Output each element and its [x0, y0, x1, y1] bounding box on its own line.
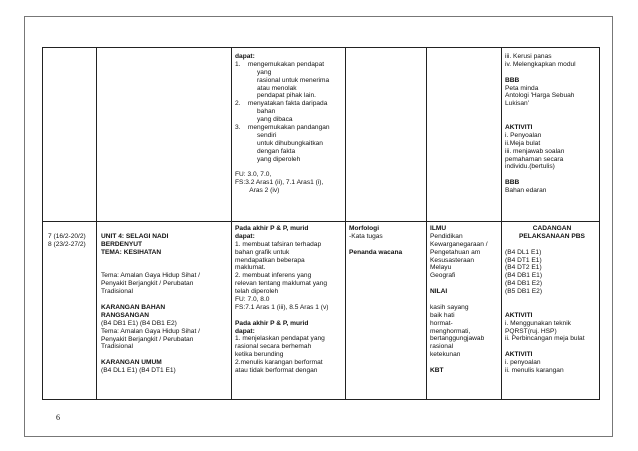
cell-line: (B5 DB1 E2)	[505, 288, 543, 296]
cell-line: Pendidikan	[430, 232, 463, 240]
row2-knowledge-values	[430, 225, 499, 375]
cell-line: ii.Meja bulat	[505, 139, 541, 147]
cell-line: atau tidak berformat dengan	[235, 367, 318, 375]
column-divider	[426, 48, 427, 399]
cell-line: AKTIVITI	[505, 124, 533, 132]
cell-line: ii. menulis karangan	[505, 367, 564, 375]
cell-line: Kewarganegaraan /	[430, 240, 488, 248]
cell-line: sendiri	[235, 131, 277, 139]
cell-line: ketika berunding	[235, 351, 284, 359]
cell-line: AKTIVITI	[505, 351, 533, 359]
column-divider	[345, 48, 346, 399]
cell-line: rasional	[430, 343, 454, 351]
cell-line: i. Penyoalan	[505, 131, 542, 139]
row-divider	[43, 221, 599, 222]
cell-line: KBT	[430, 367, 444, 375]
cell-line: (B4 DB1 E1)	[505, 272, 543, 280]
cell-line: 2. membuat inferens yang	[235, 272, 312, 280]
cell-line: PELAKSANAAN PBS	[519, 232, 585, 240]
cell-line	[349, 241, 424, 249]
cell-line: dapat:	[235, 327, 255, 335]
cell-line: 8 (23/2-27/2)	[48, 240, 86, 248]
cell-line: pendapat pihak lain.	[235, 92, 317, 100]
row2-unit-theme	[101, 233, 229, 375]
row2-pbs-activities	[505, 225, 599, 375]
cell-line: BERDENYUT	[101, 240, 143, 248]
cell-line: 1. membuat tafsiran terhadap	[235, 240, 322, 248]
cell-line: 3. mengemukakan pandangan	[235, 124, 330, 132]
cell-line	[101, 351, 229, 359]
cell-line: relevan tentang maklumat yang	[235, 280, 328, 288]
cell-line: 7 (16/2-20/2)	[48, 233, 86, 240]
cell-line: -Kata tugas	[349, 232, 383, 240]
cell-line: Morfologi	[349, 225, 380, 232]
cell-line: Melayu	[430, 264, 452, 272]
cell-line: mendapatkan beberapa	[235, 256, 305, 264]
cell-line	[505, 116, 599, 124]
cell-line: ii. Perbincangan meja bulat	[505, 335, 585, 343]
cell-line: iii. menjawab soalan	[505, 147, 565, 155]
cell-line: dapat:	[235, 232, 255, 240]
cell-line: ketekunan	[430, 351, 461, 359]
cell-line: Penyakit Berjangkit / Perubatan	[101, 280, 194, 288]
cell-line: yang dibaca	[235, 116, 293, 124]
row2-grammar	[349, 225, 424, 257]
cell-line: UNIT 4: SELAGI NADI	[101, 233, 169, 240]
cell-line: yang	[235, 68, 272, 76]
cell-line: Penanda wacana	[349, 248, 403, 256]
cell-line: Peta minda	[505, 84, 539, 92]
page-number: 6	[56, 413, 60, 422]
cell-line: baik hati	[430, 311, 455, 319]
column-divider	[231, 48, 232, 399]
cell-line: iii. Kerusi panas	[505, 53, 552, 60]
cell-line: iv. Melengkapkan modul	[505, 60, 576, 68]
cell-line: FU: 3.0, 7.0,	[235, 171, 272, 179]
cell-line	[430, 296, 499, 304]
row2-week	[48, 233, 94, 249]
cell-line: 1. mengemukakan pendapat	[235, 60, 325, 68]
cell-line: TEMA: KESIHATAN	[101, 248, 162, 256]
cell-line: dengan fakta	[235, 147, 296, 155]
cell-line: ILMU	[430, 225, 447, 232]
cell-line: 1. menjelaskan pendapat yang	[235, 335, 325, 343]
column-divider	[96, 48, 97, 399]
cell-line: PQRST(ruj. HSP)	[505, 327, 557, 335]
cell-line	[505, 296, 599, 304]
cell-line: FS:3.2 Aras1 (ii), 7.1 Aras1 (i),	[235, 179, 324, 187]
cell-line: NILAI	[430, 288, 448, 296]
cell-line: individu.(bertulis)	[505, 163, 555, 171]
cell-line: bahan	[235, 108, 276, 116]
cell-line: BBB	[505, 76, 520, 84]
cell-line: Tradisional	[101, 343, 134, 351]
cell-line: 2.menulis karangan berformat	[235, 359, 323, 367]
cell-line: Lukisan'	[505, 100, 529, 108]
row1-learning-objectives	[235, 53, 343, 195]
cell-line: Pengetahuan am	[430, 248, 481, 256]
cell-line: AKTIVITI	[505, 311, 533, 319]
cell-line	[235, 163, 343, 171]
cell-line: FU: 7.0, 8.0	[235, 296, 270, 304]
cell-line: bahan grafik untuk	[235, 248, 290, 256]
cell-line: maklumat.	[235, 264, 266, 272]
column-divider	[501, 48, 502, 399]
cell-line: Pada akhir P & P, murid	[235, 225, 309, 232]
cell-line: BBB	[505, 179, 520, 187]
cell-line	[505, 304, 599, 312]
cell-line	[430, 359, 499, 367]
cell-line	[505, 343, 599, 351]
cell-line: rasional secara berhemah	[235, 343, 312, 351]
cell-line	[101, 296, 229, 304]
cell-line	[430, 280, 499, 288]
cell-line: atau menolak	[235, 84, 297, 92]
cell-line: Penyakit Berjangkit / Perubatan	[101, 335, 194, 343]
cell-line: pemahaman secara	[505, 155, 564, 163]
cell-line: kasih sayang	[430, 303, 469, 311]
cell-line: (B4 DT1 E1)	[505, 256, 542, 264]
cell-line: Bahan edaran	[505, 187, 547, 195]
cell-line: hormat-	[430, 319, 453, 327]
cell-line: i. penyoalan	[505, 359, 541, 367]
cell-line: yang diperoleh	[235, 155, 301, 163]
cell-line: Tema: Amalan Gaya Hidup Sihat /	[101, 272, 200, 280]
cell-line	[101, 257, 229, 265]
cell-line: (B4 DB1 E1) (B4 DB1 E2)	[101, 319, 177, 327]
cell-line: (B4 DL1 E1)	[505, 248, 542, 256]
cell-line: Antologi 'Harga Sebuah	[505, 92, 575, 100]
cell-line: KARANGAN UMUM	[101, 359, 162, 367]
cell-line	[505, 69, 599, 77]
cell-line: Pada akhir P & P, murid	[235, 319, 309, 327]
cell-line: i. Menggunakan teknik	[505, 319, 571, 327]
cell-line: Aras 2 (iv)	[235, 187, 280, 195]
cell-line: KARANGAN BAHAN	[101, 304, 166, 312]
cell-line: 2. menyatakan fakta daripada	[235, 100, 328, 108]
cell-line	[235, 312, 343, 320]
cell-line: Kesusasteraan	[430, 256, 474, 264]
lesson-plan-table	[42, 47, 600, 400]
cell-line: RANGSANGAN	[101, 311, 149, 319]
cell-line	[505, 171, 599, 179]
row1-activities	[505, 53, 599, 195]
cell-line: (B4 DL1 E1) (B4 DT1 E1)	[101, 367, 176, 375]
cell-line: menghormati,	[430, 327, 471, 335]
cell-line: untuk dihubungkaitkan	[235, 139, 323, 147]
cell-line	[505, 241, 599, 249]
cell-line	[505, 108, 599, 116]
cell-line: CADANGAN	[532, 225, 572, 232]
cell-line: dapat:	[235, 53, 255, 60]
cell-line: Tradisional	[101, 288, 134, 296]
cell-line	[101, 265, 229, 273]
row2-learning-objectives	[235, 225, 343, 375]
cell-line: telah diperoleh	[235, 288, 279, 296]
cell-line: (B4 DT2 E1)	[505, 264, 542, 272]
cell-line: rasional untuk menerima	[235, 76, 330, 84]
cell-line: bertanggungjawab	[430, 335, 485, 343]
cell-line: Tema: Amalan Gaya Hidup Sihat /	[101, 327, 200, 335]
cell-line: Geografi	[430, 272, 456, 280]
cell-line: (B4 DB1 E2)	[505, 280, 543, 288]
cell-line: FS:7.1 Aras 1 (iii), 8.5 Aras 1 (v)	[235, 303, 329, 311]
